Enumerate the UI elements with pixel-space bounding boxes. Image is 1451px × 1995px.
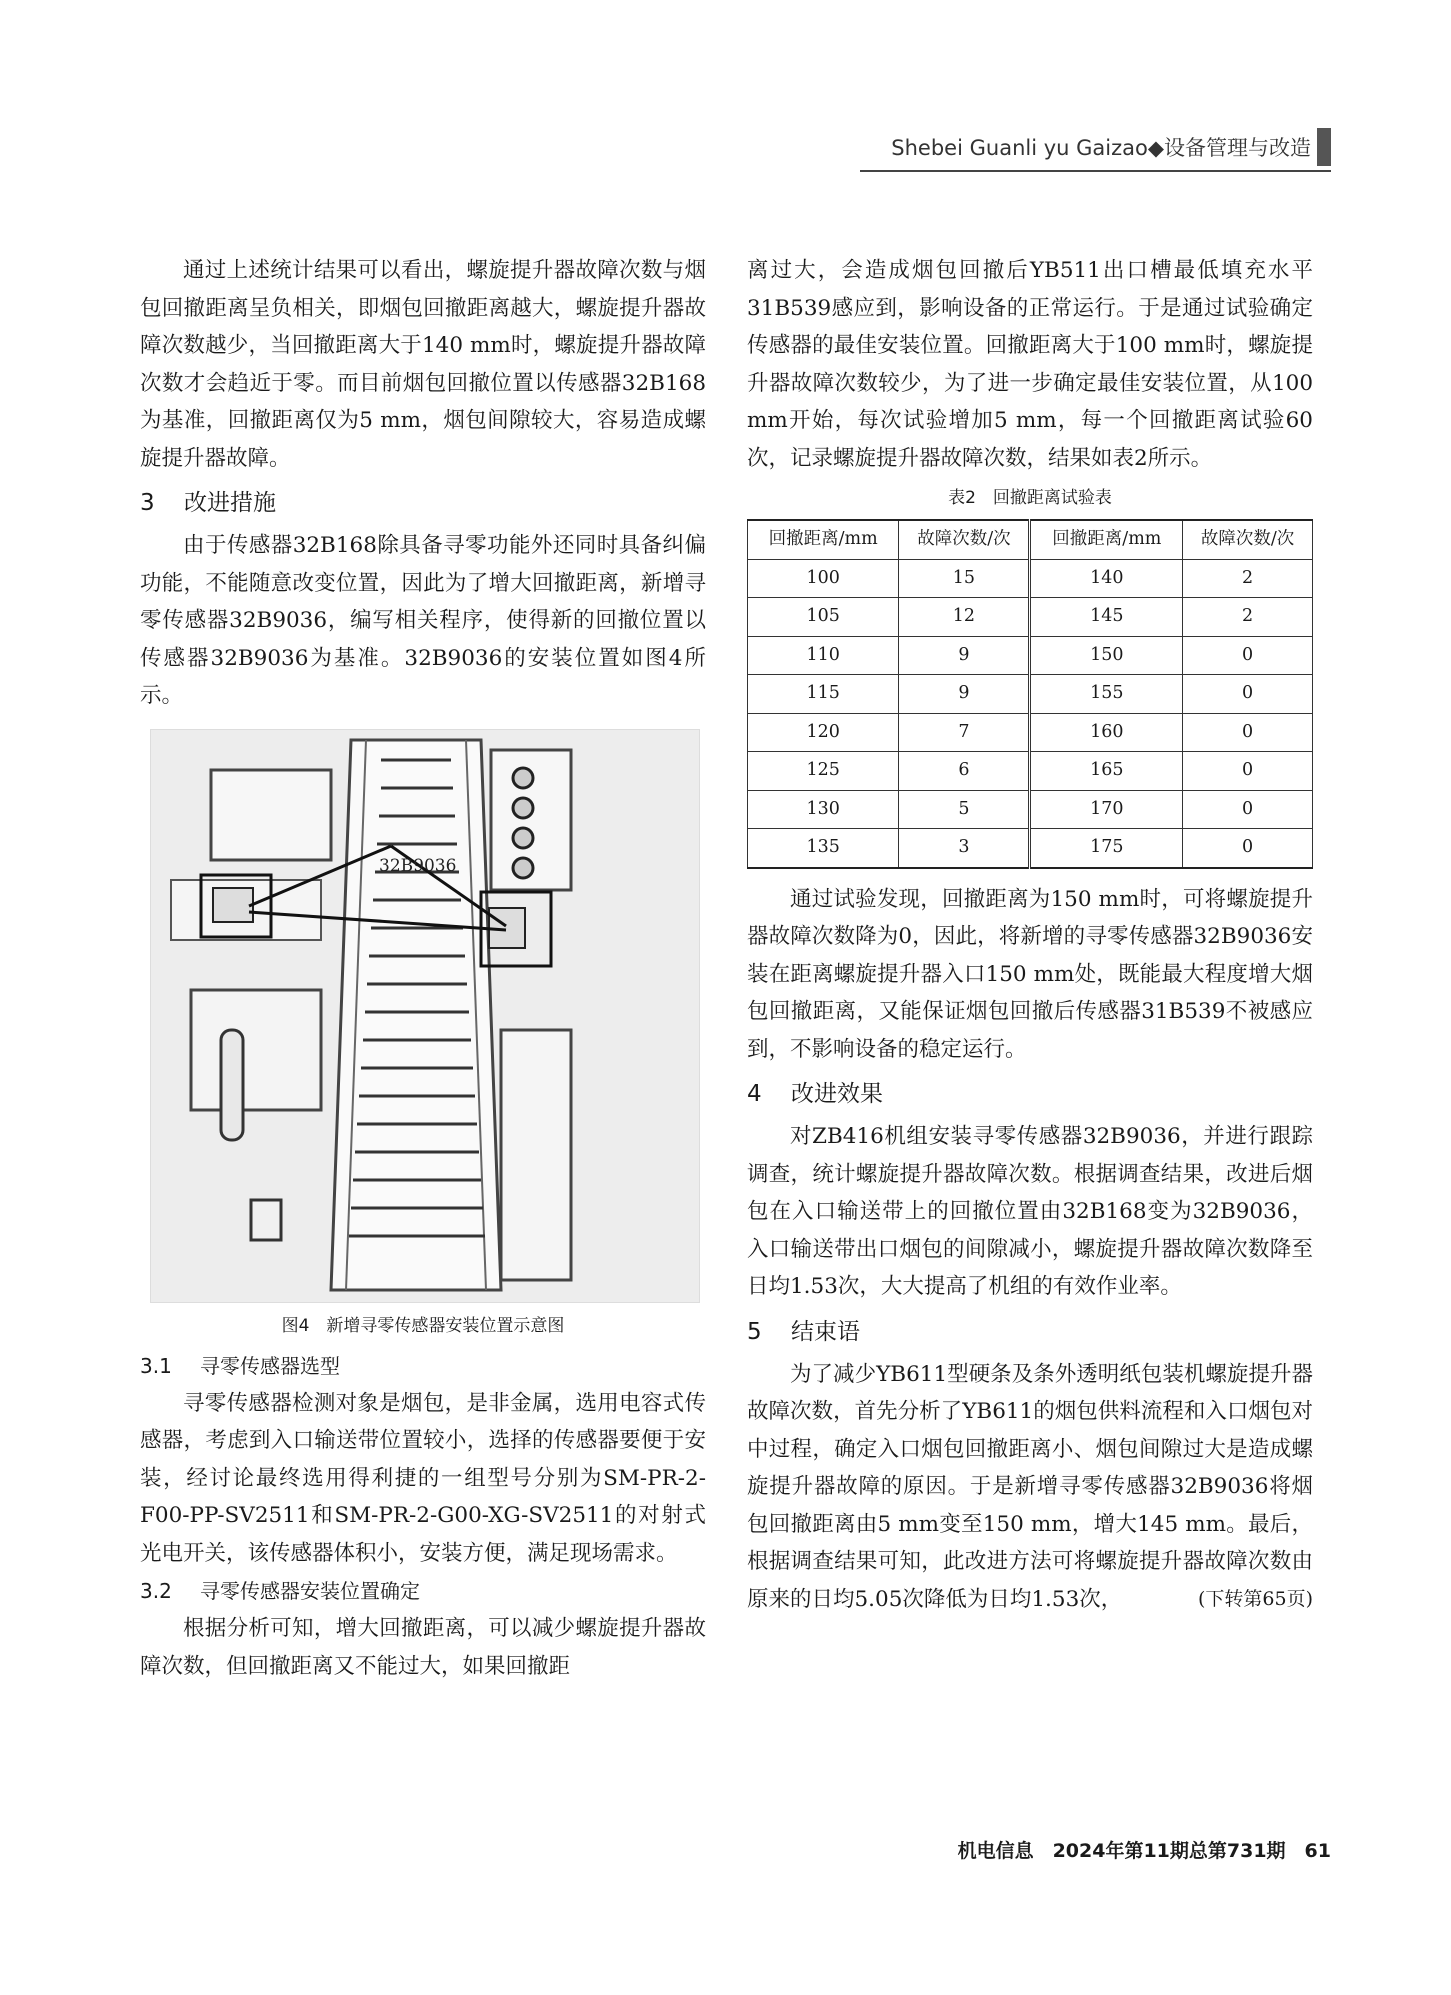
table-cell: 125	[748, 752, 899, 791]
figure-caption: 图4 新增寻零传感器安装位置示意图	[281, 1315, 565, 1336]
running-header	[891, 128, 1331, 166]
table-cell: 9	[899, 675, 1030, 714]
subsection-heading-3-2	[140, 1572, 706, 1610]
table-row	[748, 829, 1313, 868]
section-title: 改进措施	[184, 490, 276, 516]
page-footer: 机电信息 2024年第11期总第731期 61	[957, 1840, 1331, 1862]
table-cell: 12	[899, 598, 1030, 637]
header-bar	[1317, 128, 1331, 166]
table-cell: 140	[1030, 559, 1183, 598]
table-cell: 5	[899, 790, 1030, 829]
sensor-label: 32B9036	[379, 855, 457, 876]
table-cell: 105	[748, 598, 899, 637]
paragraph-text: 为了减少YB611型硬条及条外透明纸包装机螺旋提升器故障次数，首先分析了YB611的烟包供料流程和入口烟包对中过程，确定入口烟包回撤距离小、烟包间隙过大是造成螺旋提升器故障的原因。于是新增寻零传感器32B9036将烟包回撤距离由5 mm变至150 mm，增大145 mm。最后，根据调查结果可知，此改进方法可将螺旋提升器故障次数由原来的日均5.05次降低为日均1.53次，	[747, 1361, 1313, 1612]
table-cell: 165	[1030, 752, 1183, 791]
subsection-heading-3-1	[140, 1347, 706, 1385]
table-cell: 110	[748, 636, 899, 675]
table-cell: 0	[1183, 636, 1313, 675]
table-cell: 150	[1030, 636, 1183, 675]
table-caption: 表2 回撤距离试验表	[948, 488, 1112, 508]
table-cell: 130	[748, 790, 899, 829]
table-cell: 100	[748, 559, 899, 598]
paragraph-final	[747, 1356, 1313, 1619]
subsection-title: 寻零传感器选型	[200, 1353, 340, 1378]
table-row	[748, 675, 1313, 714]
table-cell: 2	[1183, 598, 1313, 637]
table-cell: 135	[748, 829, 899, 868]
paragraph: 通过上述统计结果可以看出，螺旋提升器故障次数与烟包回撤距离呈负相关，即烟包回撤距离越大，螺旋提升器故障次数越少，当回撤距离大于140 mm时，螺旋提升器故障次数才会趋近于零。而目前烟包回撤位置以传感器32B168为基准，回撤距离仅为5 mm，烟包间隙较大，容易造成螺旋提升器故障。	[140, 258, 706, 471]
section-heading-5	[747, 1310, 1313, 1354]
section-heading-4	[747, 1072, 1313, 1116]
table-cell: 175	[1030, 829, 1183, 868]
header-rule	[860, 170, 1331, 172]
paragraph: 根据分析可知，增大回撤距离，可以减少螺旋提升器故障次数，但回撤距离又不能过大，如果回撤距	[140, 1616, 706, 1679]
left-column	[140, 252, 706, 1685]
table-header-cell: 回撤距离/mm	[1030, 520, 1183, 559]
header-text: Shebei Guanli yu Gaizao◆设备管理与改造	[891, 136, 1311, 160]
subsection-number: 3.1	[140, 1353, 172, 1378]
table-cell: 155	[1030, 675, 1183, 714]
section-title: 改进效果	[791, 1081, 883, 1107]
table-header-cell: 故障次数/次	[1183, 520, 1313, 559]
continued-note: (下转第65页)	[1197, 1587, 1313, 1610]
table-cell: 0	[1183, 675, 1313, 714]
paragraph: 对ZB416机组安装寻零传感器32B9036，并进行跟踪调查，统计螺旋提升器故障次数。根据调查结果，改进后烟包在入口输送带上的回撤位置由32B168变为32B9036，入口输送带出口烟包的间隙减小，螺旋提升器故障次数降至日均1.53次，大大提高了机组的有效作业率。	[747, 1124, 1313, 1299]
table-header-row	[748, 520, 1313, 559]
table-cell: 145	[1030, 598, 1183, 637]
table-cell: 0	[1183, 713, 1313, 752]
figure-4	[150, 729, 700, 1303]
table-row	[748, 559, 1313, 598]
table-cell: 115	[748, 675, 899, 714]
table-cell: 3	[899, 829, 1030, 868]
table-cell: 170	[1030, 790, 1183, 829]
table-cell: 9	[899, 636, 1030, 675]
figure-illustration	[151, 730, 699, 1302]
right-column	[747, 252, 1313, 1618]
subsection-number: 3.2	[140, 1579, 172, 1603]
table-cell: 0	[1183, 790, 1313, 829]
table-cell: 7	[899, 713, 1030, 752]
section-title: 结束语	[791, 1318, 860, 1345]
section-number: 3	[140, 490, 155, 516]
table-cell: 0	[1183, 829, 1313, 868]
table-cell: 6	[899, 752, 1030, 791]
section-number: 5	[747, 1318, 762, 1345]
table-row	[748, 790, 1313, 829]
table-header-cell: 故障次数/次	[899, 520, 1030, 559]
table-cell: 120	[748, 713, 899, 752]
section-number: 4	[747, 1081, 762, 1107]
table-row	[748, 713, 1313, 752]
table-cell: 0	[1183, 752, 1313, 791]
subsection-title: 寻零传感器安装位置确定	[200, 1579, 420, 1603]
table-row	[748, 752, 1313, 791]
retraction-distance-table	[747, 519, 1313, 869]
table-row	[748, 598, 1313, 637]
paragraph: 由于传感器32B168除具备寻零功能外还同时具备纠偏功能，不能随意改变位置，因此为了增大回撤距离，新增寻零传感器32B9036，编写相关程序，使得新的回撤位置以传感器32B9036为基准。32B9036的安装位置如图4所示。	[140, 533, 706, 708]
table-cell: 160	[1030, 713, 1183, 752]
section-heading-3	[140, 481, 706, 525]
paragraph: 寻零传感器检测对象是烟包，是非金属，选用电容式传感器，考虑到入口输送带位置较小，选择的传感器要便于安装，经讨论最终选用得利捷的一组型号分别为SM-PR-2-F00-PP-SV2511和SM-PR-2-G00-XG-SV2511的对射式光电开关，该传感器体积小，安装方便，满足现场需求。	[140, 1390, 706, 1566]
table-cell: 15	[899, 559, 1030, 598]
table-header-cell: 回撤距离/mm	[748, 520, 899, 559]
paragraph: 通过试验发现，回撤距离为150 mm时，可将螺旋提升器故障次数降为0，因此，将新增的寻零传感器32B9036安装在距离螺旋提升器入口150 mm处，既能最大程度增大烟包回撤距离，又能保证烟包回撤后传感器31B539不被感应到，不影响设备的稳定运行。	[747, 886, 1313, 1062]
table-cell: 2	[1183, 559, 1313, 598]
table-row	[748, 636, 1313, 675]
paragraph: 离过大，会造成烟包回撤后YB511出口槽最低填充水平31B539感应到，影响设备的正常运行。于是通过试验确定传感器的最佳安装位置。回撤距离大于100 mm时，螺旋提升器故障次数较少，为了进一步确定最佳安装位置，从100 mm开始，每次试验增加5 mm，每一个回撤距离试验60次，记录螺旋提升器故障次数，结果如表2所示。	[747, 258, 1313, 471]
